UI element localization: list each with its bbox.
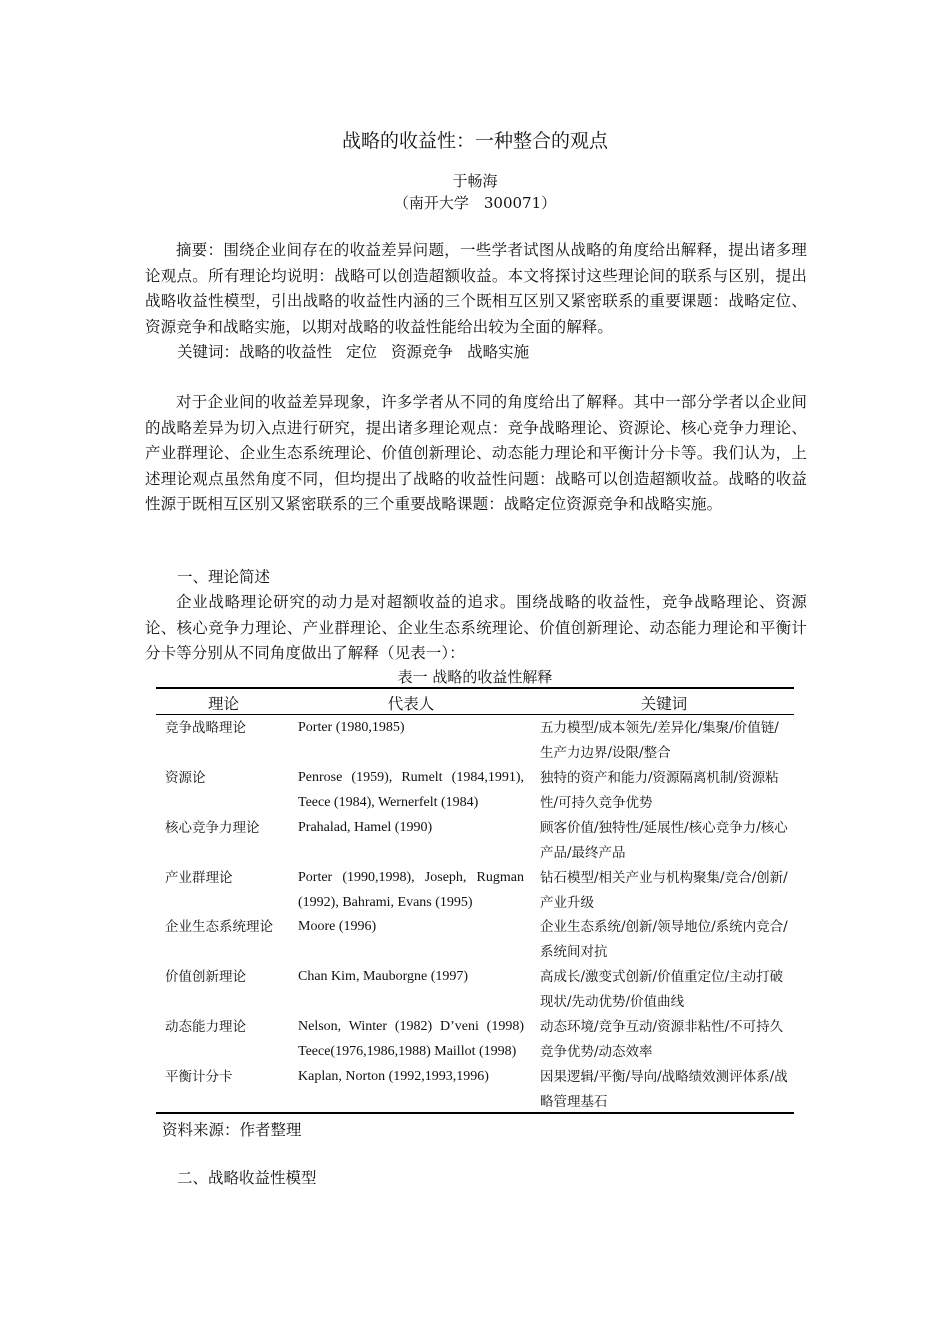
keywords-cell: 动态环境/竞争互动/资源非粘性/不可持久竞争优势/动态效率 [540, 1019, 784, 1060]
table-row [156, 866, 794, 916]
people-cell: Penrose (1959), Rumelt (1984,1991), Teece (1984), Wernerfelt (1984) [298, 770, 524, 810]
table-top-rule [156, 687, 794, 689]
people-cell: Moore (1996) [298, 919, 377, 934]
table-row [156, 716, 794, 766]
table-bottom-rule [156, 1112, 794, 1114]
keywords-label: 关键词： [177, 343, 240, 361]
author-affiliation: （南开大学 300071） [393, 194, 557, 212]
keywords-cell: 企业生态系统/创新/领导地位/系统内竞合/系统间对抗 [540, 919, 788, 960]
theory-cell: 产业群理论 [165, 870, 233, 886]
theory-cell: 平衡计分卡 [165, 1069, 233, 1085]
people-cell: Chan Kim, Mauborgne (1997) [298, 969, 469, 984]
people-cell: Prahalad, Hamel (1990) [298, 820, 433, 835]
keywords-cell: 钻石模型/相关产业与机构聚集/竞合/创新/产业升级 [540, 870, 788, 911]
keywords-line [177, 340, 543, 365]
table-row [156, 1065, 794, 1115]
keywords-cell: 高成长/激变式创新/价值重定位/主动打破现状/先动优势/价值曲线 [540, 969, 784, 1010]
table-header-people: 代表人 [387, 695, 435, 713]
people-cell: Nelson, Winter (1982) D’veni (1998) Teece(1976,1986,1988) Maillot (1998) [298, 1019, 524, 1059]
table-row [156, 816, 794, 866]
theory-cell: 企业生态系统理论 [165, 919, 273, 935]
keywords-cell: 顾客价值/独特性/延展性/核心竞争力/核心产品/最终产品 [540, 820, 788, 861]
table-header-keywords: 关键词 [640, 695, 688, 713]
people-cell: Porter (1980,1985) [298, 720, 405, 735]
keywords-cell: 五力模型/成本领先/差异化/集聚/价值链/生产力边界/设限/整合 [540, 720, 779, 761]
people-cell: Porter (1990,1998), Joseph, Rugman (1992), Bahrami, Evans (1995) [298, 870, 524, 910]
paper-title: 战略的收益性：一种整合的观点 [341, 130, 608, 152]
theory-cell: 竞争战略理论 [165, 720, 246, 736]
author-name: 于畅海 [452, 172, 498, 190]
keywords-cell: 因果逻辑/平衡/导向/战略绩效测评体系/战略管理基石 [540, 1069, 788, 1110]
theory-cell: 动态能力理论 [165, 1019, 246, 1035]
table-row [156, 1015, 794, 1065]
table-row [156, 766, 794, 816]
table-caption: 表一 战略的收益性解释 [397, 668, 553, 686]
keyword-item: 战略实施 [467, 343, 530, 361]
section-1-heading: 一、理论简述 [177, 568, 271, 586]
abstract-paragraph: 摘要：围绕企业间存在的收益差异问题，一些学者试图从战略的角度给出解释，提出诸多理论观点。所有理论均说明：战略可以创造超额收益。本文将探讨这些理论间的联系与区别，提出战略收益性模型，引出战略的收益性内涵的三个既相互区别又紧密联系的重要课题：战略定位、资源竞争和战略实施，以期对战略的收益性能给出较为全面的解释。 [145, 241, 807, 336]
table-row [156, 965, 794, 1015]
theory-cell: 价值创新理论 [165, 969, 246, 985]
table-header-rule [156, 714, 794, 715]
people-cell: Kaplan, Norton (1992,1993,1996) [298, 1069, 489, 1084]
keyword-item: 资源竞争 [391, 343, 454, 361]
theory-cell: 资源论 [165, 770, 206, 786]
keywords-cell: 独特的资产和能力/资源隔离机制/资源粘性/可持久竞争优势 [540, 770, 779, 811]
section-1-body: 企业战略理论研究的动力是对超额收益的追求。围绕战略的收益性，竞争战略理论、资源论、核心竞争力理论、产业群理论、企业生态系统理论、价值创新理论、动态能力理论和平衡计分卡等分别从不同角度做出了解释（见表一）： [145, 593, 807, 662]
intro-paragraph: 对于企业间的收益差异现象，许多学者从不同的角度给出了解释。其中一部分学者以企业间的战略差异为切入点进行研究，提出诸多理论观点：竞争战略理论、资源论、核心竞争力理论、产业群理论、企业生态系统理论、价值创新理论、动态能力理论和平衡计分卡等。我们认为，上述理论观点虽然角度不同，但均提出了战略的收益性问题：战略可以创造超额收益。战略的收益性源于既相互区别又紧密联系的三个重要战略课题：战略定位资源竞争和战略实施。 [145, 393, 807, 513]
table-row [156, 915, 794, 965]
section-2-heading: 二、战略收益性模型 [177, 1169, 317, 1187]
table-header-theory: 理论 [207, 695, 239, 713]
theory-cell: 核心竞争力理论 [165, 820, 260, 836]
keyword-item: 战略的收益性 [239, 343, 333, 361]
keyword-item: 定位 [346, 343, 378, 361]
table-source-note: 资料来源：作者整理 [162, 1121, 302, 1139]
